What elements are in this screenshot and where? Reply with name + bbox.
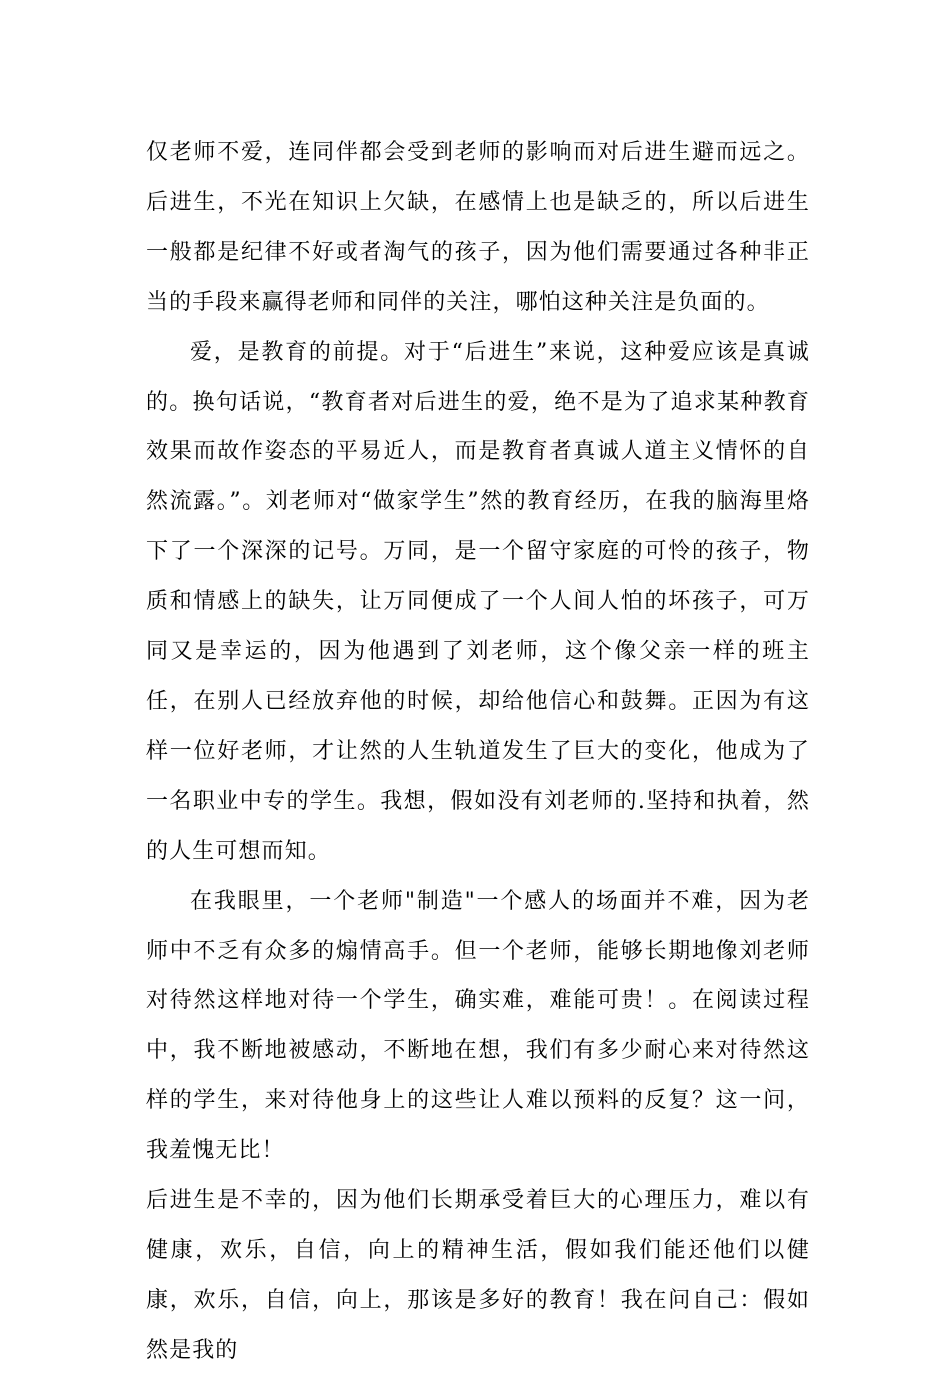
paragraph-2: 爱，是教育的前提。对于“后进生”来说，这种爱应该是真诚的。换句话说，“教育者对后进生的爱，绝不是为了追求某种教育效果而故作姿态的平易近人，而是教育者真诚人道主义情怀的自然流露。”。刘老师对“做家学生”然的教育经历，在我的脑海里烙下了一个深深的记号。万同，是一个留守家庭的可怜的孩子，物质和情感上的缺失，让万同便成了一个人间人怕的坏孩子，可万同又是幸运的，因为他遇到了刘老师，这个像父亲一样的班主任，在别人已经放弃他的时候，却给他信心和鼓舞。正因为有这样一位好老师，才让然的人生轨道发生了巨大的变化，他成为了一名职业中专的学生。我想，假如没有刘老师的.坚持和执着，然的人生可想而知。	[146, 339, 810, 864]
document-body	[146, 128, 810, 1376]
paragraph-3: 在我眼里，一个老师"制造"一个感人的场面并不难，因为老师中不乏有众多的煽情高手。但一个老师，能够长期地像刘老师对待然这样地对待一个学生，确实难，难能可贵！。在阅读过程中，我不断地被感动，不断地在想，我们有多少耐心来对待然这样的学生，来对待他身上的这些让人难以预料的反复？这一问，我羞愧无比！	[146, 888, 810, 1164]
paragraph-4: 后进生是不幸的，因为他们长期承受着巨大的心理压力，难以有健康，欢乐，自信，向上的精神生活，假如我们能还他们以健康，欢乐，自信，向上，那该是多好的教育！我在问自己：假如然是我的	[146, 1188, 810, 1363]
paragraph-1: 仅老师不爱，连同伴都会受到老师的影响而对后进生避而远之。后进生，不光在知识上欠缺，在感情上也是缺乏的，所以后进生一般都是纪律不好或者淘气的孩子，因为他们需要通过各种非正当的手段来赢得老师和同伴的关注，哪怕这种关注是负面的。	[146, 140, 810, 315]
